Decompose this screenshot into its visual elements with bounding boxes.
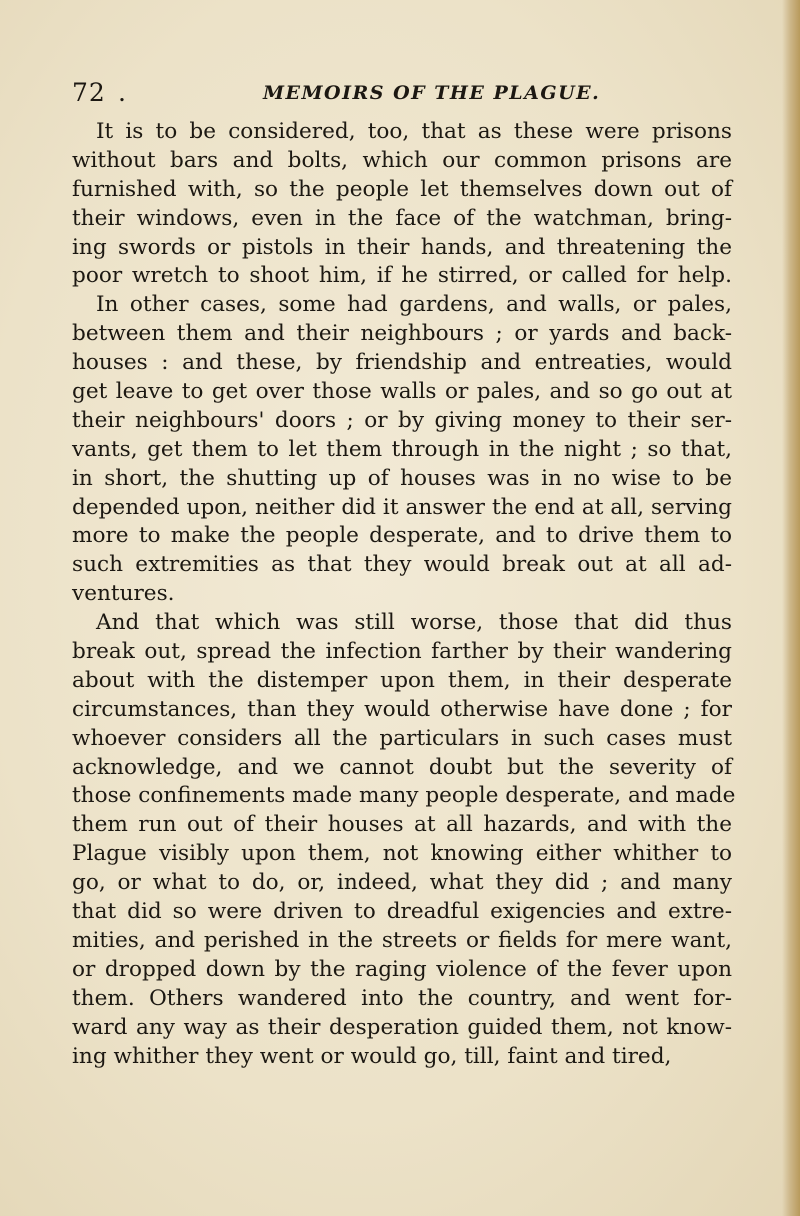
text-line: them. Others wandered into the country, and went for- xyxy=(72,985,732,1011)
text-line: In other cases, some had gardens, and walls, or pales, xyxy=(96,292,732,318)
text-line: get leave to get over those walls or pales, and so go out at xyxy=(72,379,732,405)
text-line: their windows, even in the face of the watchman, bring- xyxy=(72,205,732,231)
text-line: acknowledge, and we cannot doubt but the severity of xyxy=(72,754,732,780)
text-line: And that which was still worse, those that did thus xyxy=(96,610,732,636)
text-line: without bars and bolts, which our common prisons are xyxy=(72,147,732,173)
text-line: such extremities as that they would break out at all ad- xyxy=(72,552,732,578)
text-line: their neighbours' doors ; or by giving money to their ser- xyxy=(72,407,732,433)
body-text xyxy=(72,118,736,1071)
page-number: 72 xyxy=(72,78,106,107)
text-line: circumstances, than they would otherwise have done ; for xyxy=(72,696,732,722)
text-line: depended upon, neither did it answer the end at all, serving xyxy=(72,494,732,520)
text-line: houses : and these, by friendship and entreaties, would xyxy=(72,350,732,376)
text-line: more to make the people desperate, and to drive them to xyxy=(72,523,732,549)
text-line: break out, spread the infection farther by their wandering xyxy=(72,639,732,665)
text-line: ward any way as their desperation guided them, not know- xyxy=(72,1014,732,1040)
text-line: Plague visibly upon them, not knowing either whither to xyxy=(72,841,732,867)
text-line: whoever considers all the particulars in such cases must xyxy=(72,725,732,751)
text-line: between them and their neighbours ; or yards and back- xyxy=(72,321,732,347)
text-line: ventures. xyxy=(72,581,175,607)
text-line: It is to be considered, too, that as these were prisons xyxy=(96,119,732,144)
text-line: poor wretch to shoot him, if he stirred, or called for help. xyxy=(72,263,732,289)
text-line: mities, and perished in the streets or fields for mere want, xyxy=(72,927,732,953)
running-head: MEMOIRS OF THE PLAGUE. xyxy=(263,82,601,104)
text-line: vants, get them to let them through in the night ; so that, xyxy=(72,436,732,462)
text-line: or dropped down by the raging violence of the fever upon xyxy=(72,956,732,982)
page-edge xyxy=(782,0,800,1216)
header-separator: . xyxy=(118,78,126,107)
text-line: them run out of their houses at all hazards, and with the xyxy=(72,812,732,838)
text-line: furnished with, so the people let themselves down out of xyxy=(72,176,732,202)
text-line: about with the distemper upon them, in their desperate xyxy=(72,667,732,693)
text-line: that did so were driven to dreadful exigencies and extre- xyxy=(72,899,732,925)
text-line: ing whither they went or would go, till, faint and tired, xyxy=(72,1043,672,1069)
text-line: go, or what to do, or, indeed, what they did ; and many xyxy=(72,870,732,896)
text-line: those confinements made many people desperate, and made xyxy=(72,783,736,809)
text-line: in short, the shutting up of houses was in no wise to be xyxy=(72,465,732,491)
page-header xyxy=(72,78,732,112)
text-line: ing swords or pistols in their hands, and threatening the xyxy=(72,234,732,260)
